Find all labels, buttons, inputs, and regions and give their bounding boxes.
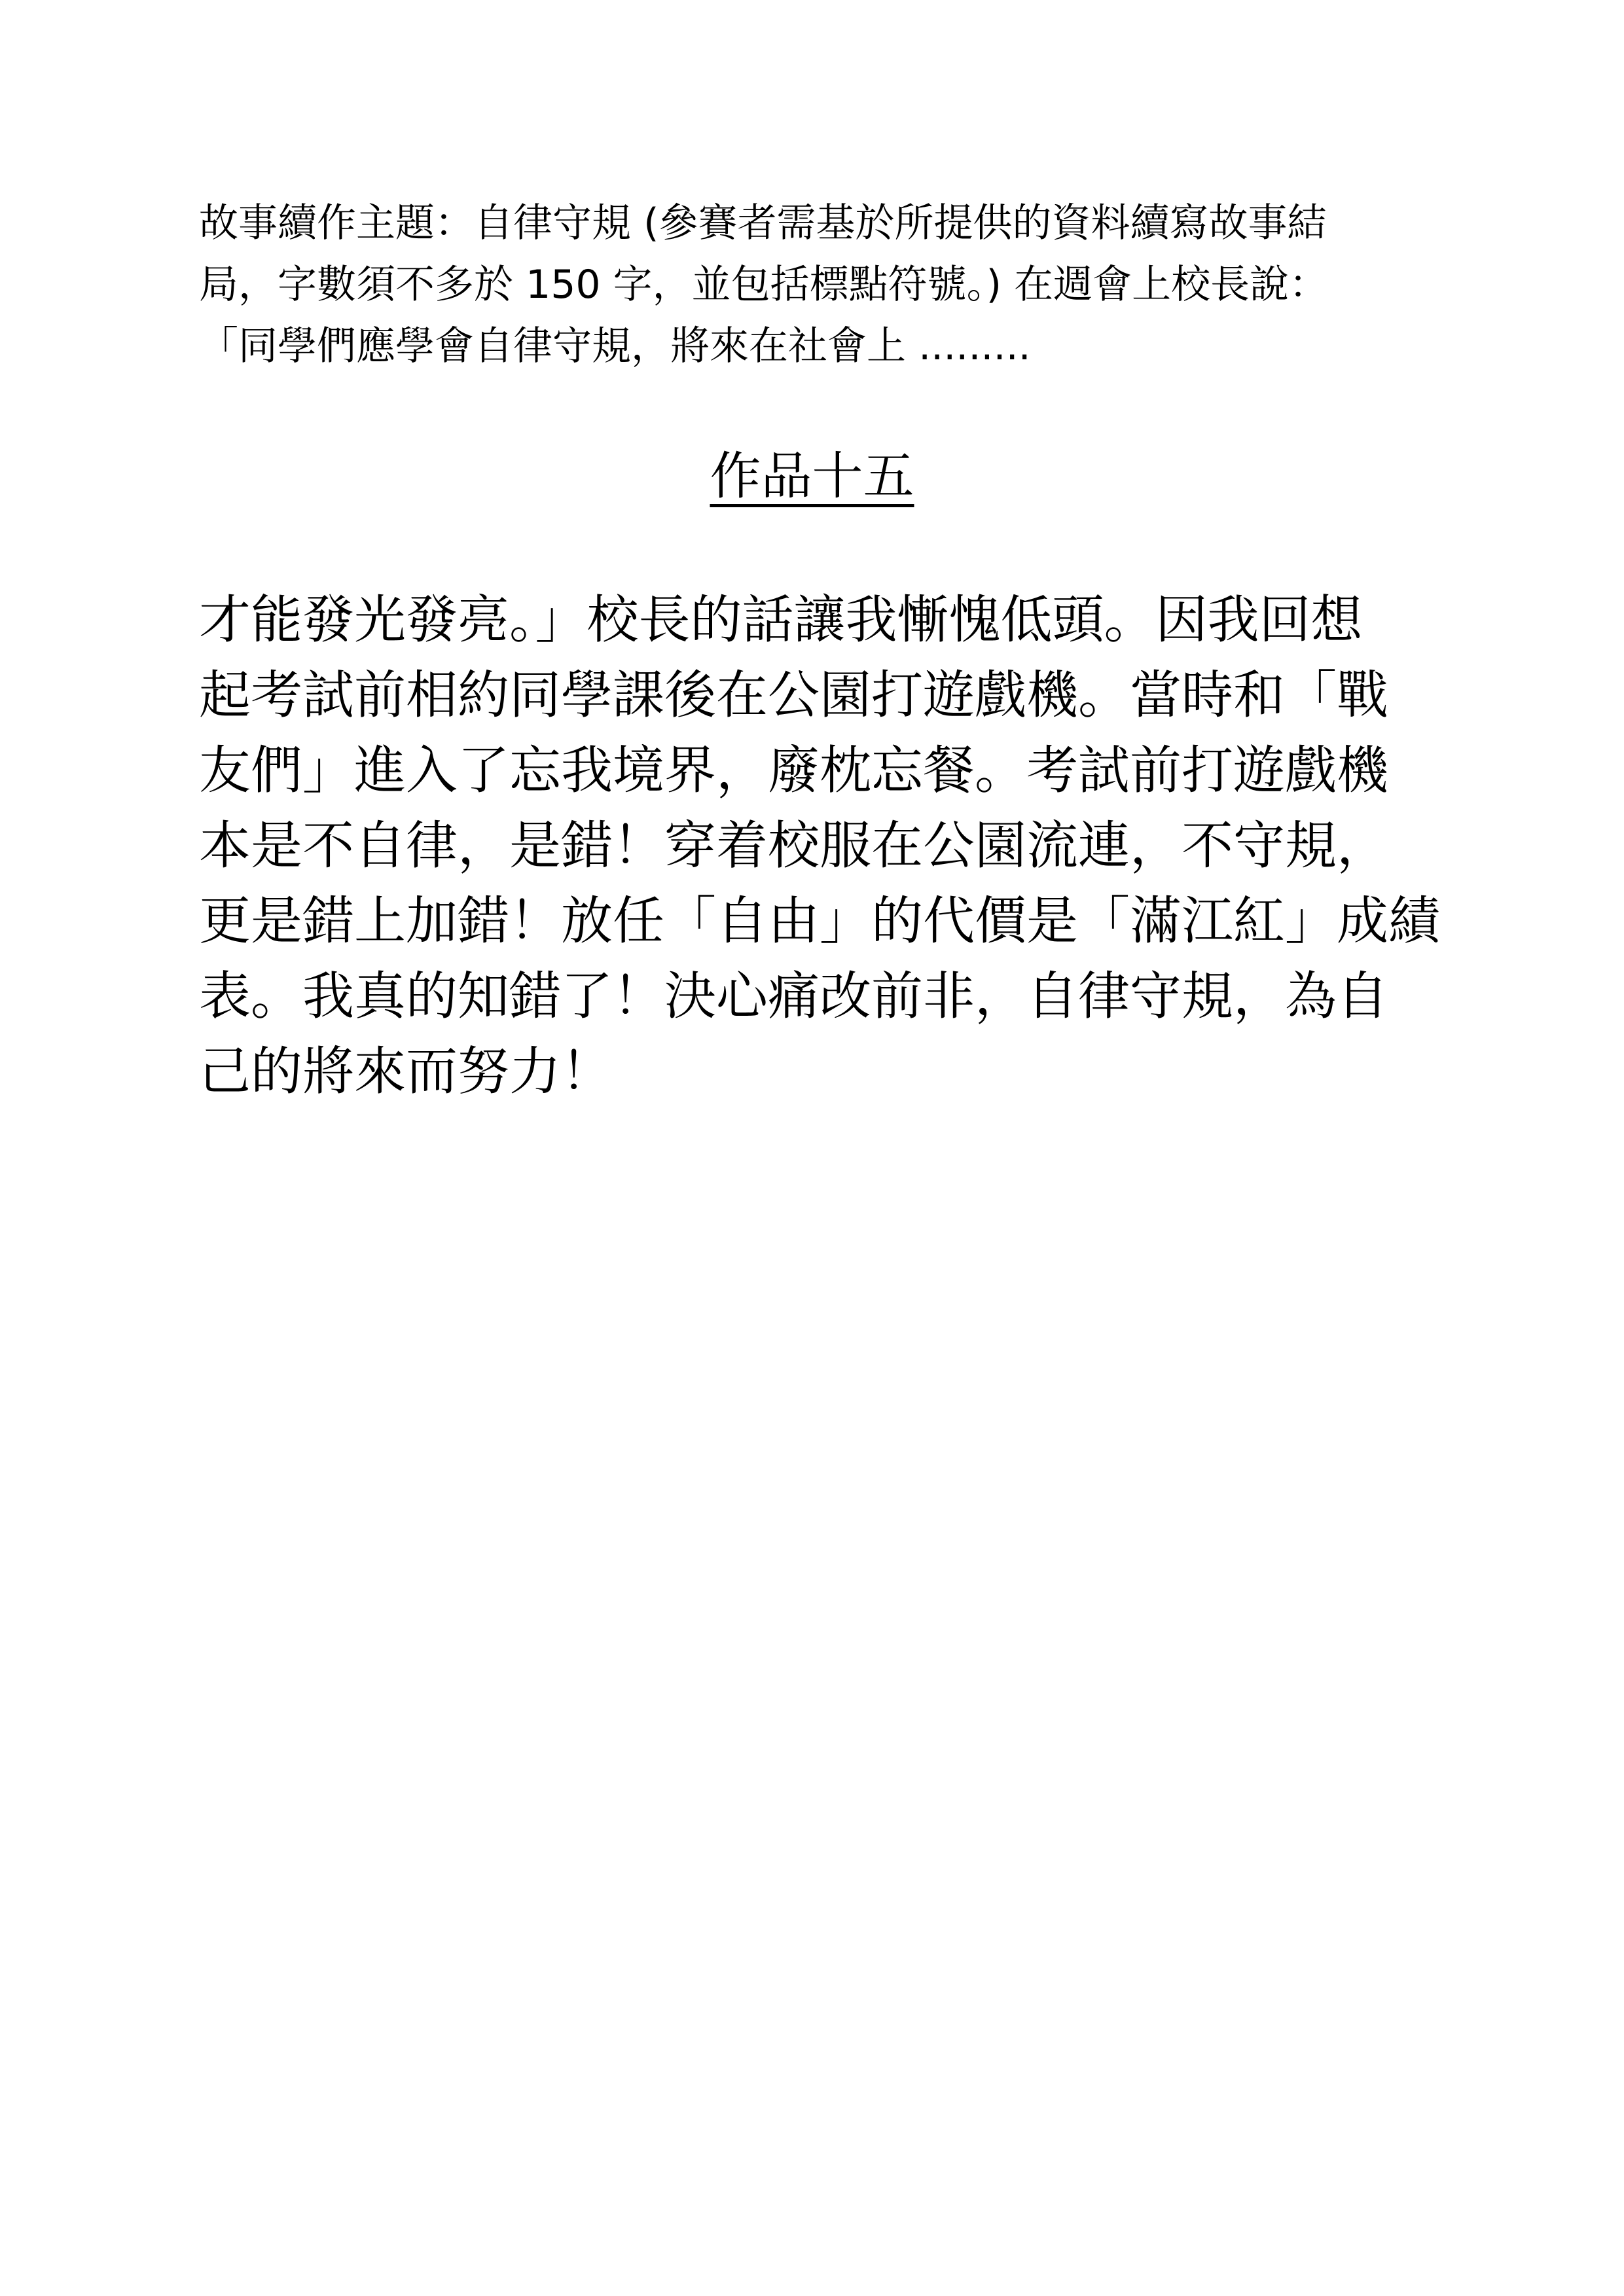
story-prompt <box>199 192 1443 377</box>
story-line: 才能發光發亮。」校長的話讓我慚愧低頭。因我回想 <box>199 590 1363 650</box>
prompt-line: 「同學們應學會自律守規，將來在社會上 ......... <box>199 323 1031 369</box>
story-line: 己的將來而努力！ <box>199 1041 613 1102</box>
story-line: 本是不自律，是錯！穿着校服在公園流連，不守規， <box>199 816 1388 876</box>
prompt-line: 故事續作主題：自律守規 (參賽者需基於所提供的資料續寫故事結 <box>199 200 1327 246</box>
story-body <box>199 583 1443 1109</box>
story-line: 友們」進入了忘我境界，廢枕忘餐。考試前打遊戲機 <box>199 740 1388 800</box>
prompt-line: 局，字數須不多於 150 字，並包括標點符號。) 在週會上校長說： <box>199 262 1329 308</box>
entry-title-text: 作品十五 <box>710 447 914 506</box>
story-line: 更是錯上加錯！放任「自由」的代價是「滿江紅」成績 <box>199 891 1440 951</box>
story-line: 表。我真的知錯了！決心痛改前非，自律守規，為自 <box>199 966 1388 1026</box>
entry-title <box>0 444 1624 509</box>
story-line: 起考試前相約同學課後在公園打遊戲機。當時和「戰 <box>199 665 1388 725</box>
